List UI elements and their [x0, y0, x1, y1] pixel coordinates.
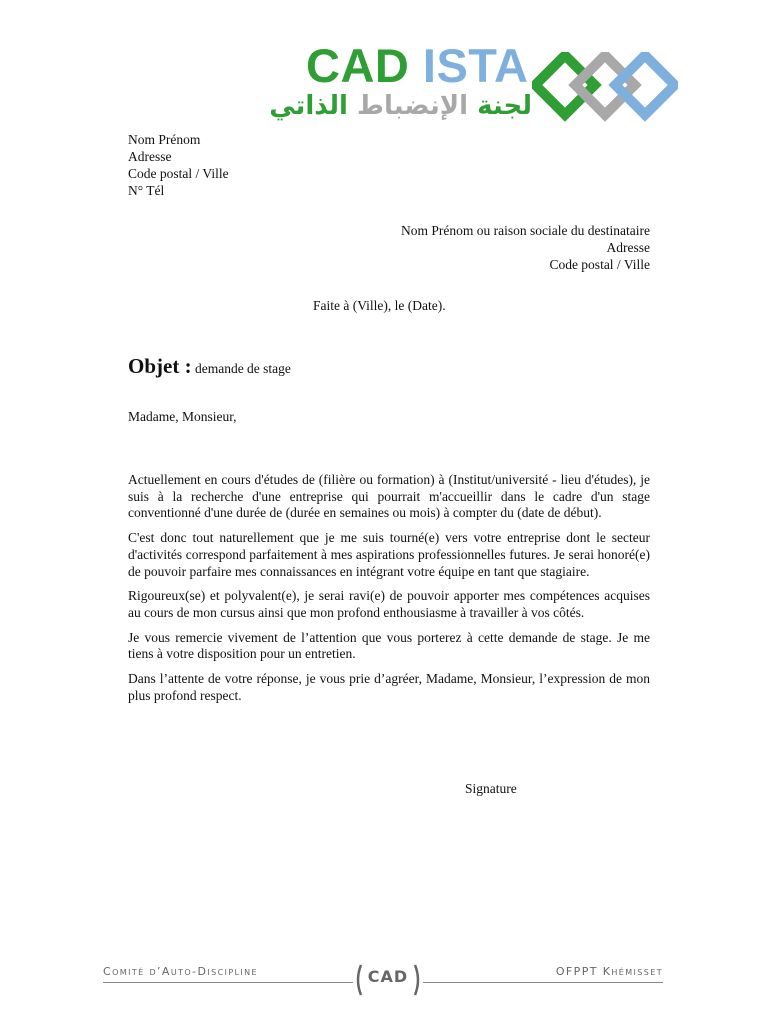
sender-phone: N° Tél	[128, 183, 165, 198]
recipient-block	[401, 222, 650, 273]
salutation: Madame, Monsieur,	[128, 409, 237, 424]
footer-center-text: CAD	[367, 967, 409, 986]
footer-left-text: Comité d’Auto-Discipline	[103, 965, 258, 978]
sender-name: Nom Prénom	[128, 132, 201, 147]
logo-wordmark	[306, 40, 528, 92]
sender-address: Adresse	[128, 149, 172, 164]
subject-line	[128, 354, 291, 378]
letter-body	[128, 472, 650, 712]
footer-cad-badge	[353, 962, 423, 998]
subject-label: Objet :	[128, 354, 192, 378]
logo-cad-text: CAD	[306, 39, 410, 92]
body-paragraph: C'est donc tout naturellement que je me suis tourné(e) vers votre entreprise dont le secteur d'activités correspond parfaitement à mes aspirations professionnelles futures. Je serai honoré(e) de pouvoir parfaire mes connaissances en intégrant votre équipe en tant que stagiaire.	[128, 530, 650, 579]
subject-text: demande de stage	[194, 361, 291, 376]
logo-arabic-word-2: الإنضباط	[357, 91, 469, 121]
body-paragraph: Je vous remercie vivement de l’attention que vous porterez à cette demande de stage. Je me tiens à votre disposition pour un entretien.	[128, 629, 650, 662]
body-paragraph: Dans l’attente de votre réponse, je vous prie d’agréer, Madame, Monsieur, l’expression de mon plus profond respect.	[128, 671, 650, 703]
recipient-address: Adresse	[606, 240, 650, 255]
logo-arabic-word-3: الذاتي	[269, 91, 348, 121]
sender-block	[128, 131, 229, 199]
sender-postal: Code postal / Ville	[128, 166, 229, 181]
body-paragraph: Rigoureux(se) et polyvalent(e), je serai ravi(e) de pouvoir apporter mes compétences acquises au cours de mon cursus ainsi que mon profond enthousiasme à travailler à vos côtés.	[128, 588, 650, 620]
footer-right-text: OFPPT Khémisset	[555, 965, 663, 978]
recipient-name: Nom Prénom ou raison sociale du destinataire	[401, 223, 650, 238]
interlocked-diamonds-icon	[532, 52, 678, 130]
logo-arabic-text	[269, 88, 532, 124]
signature: Signature	[465, 781, 517, 796]
body-paragraph: Actuellement en cours d'études de (filière ou formation) à (Institut/université - lieu d'études), je suis à la recherche d'une entreprise qui pourrait m'accueillir dans le cadre d'un stage conventionné d'une durée de (durée en semaines ou mois) à compter du (date de début).	[128, 472, 650, 521]
logo-arabic-word-1: لجنة	[477, 91, 532, 121]
cad-ista-logo	[269, 39, 678, 130]
logo-ista-text: ISTA	[422, 39, 529, 92]
page-footer	[103, 962, 663, 998]
recipient-postal: Code postal / Ville	[549, 257, 650, 272]
date-line: Faite à (Ville), le (Date).	[313, 298, 446, 313]
